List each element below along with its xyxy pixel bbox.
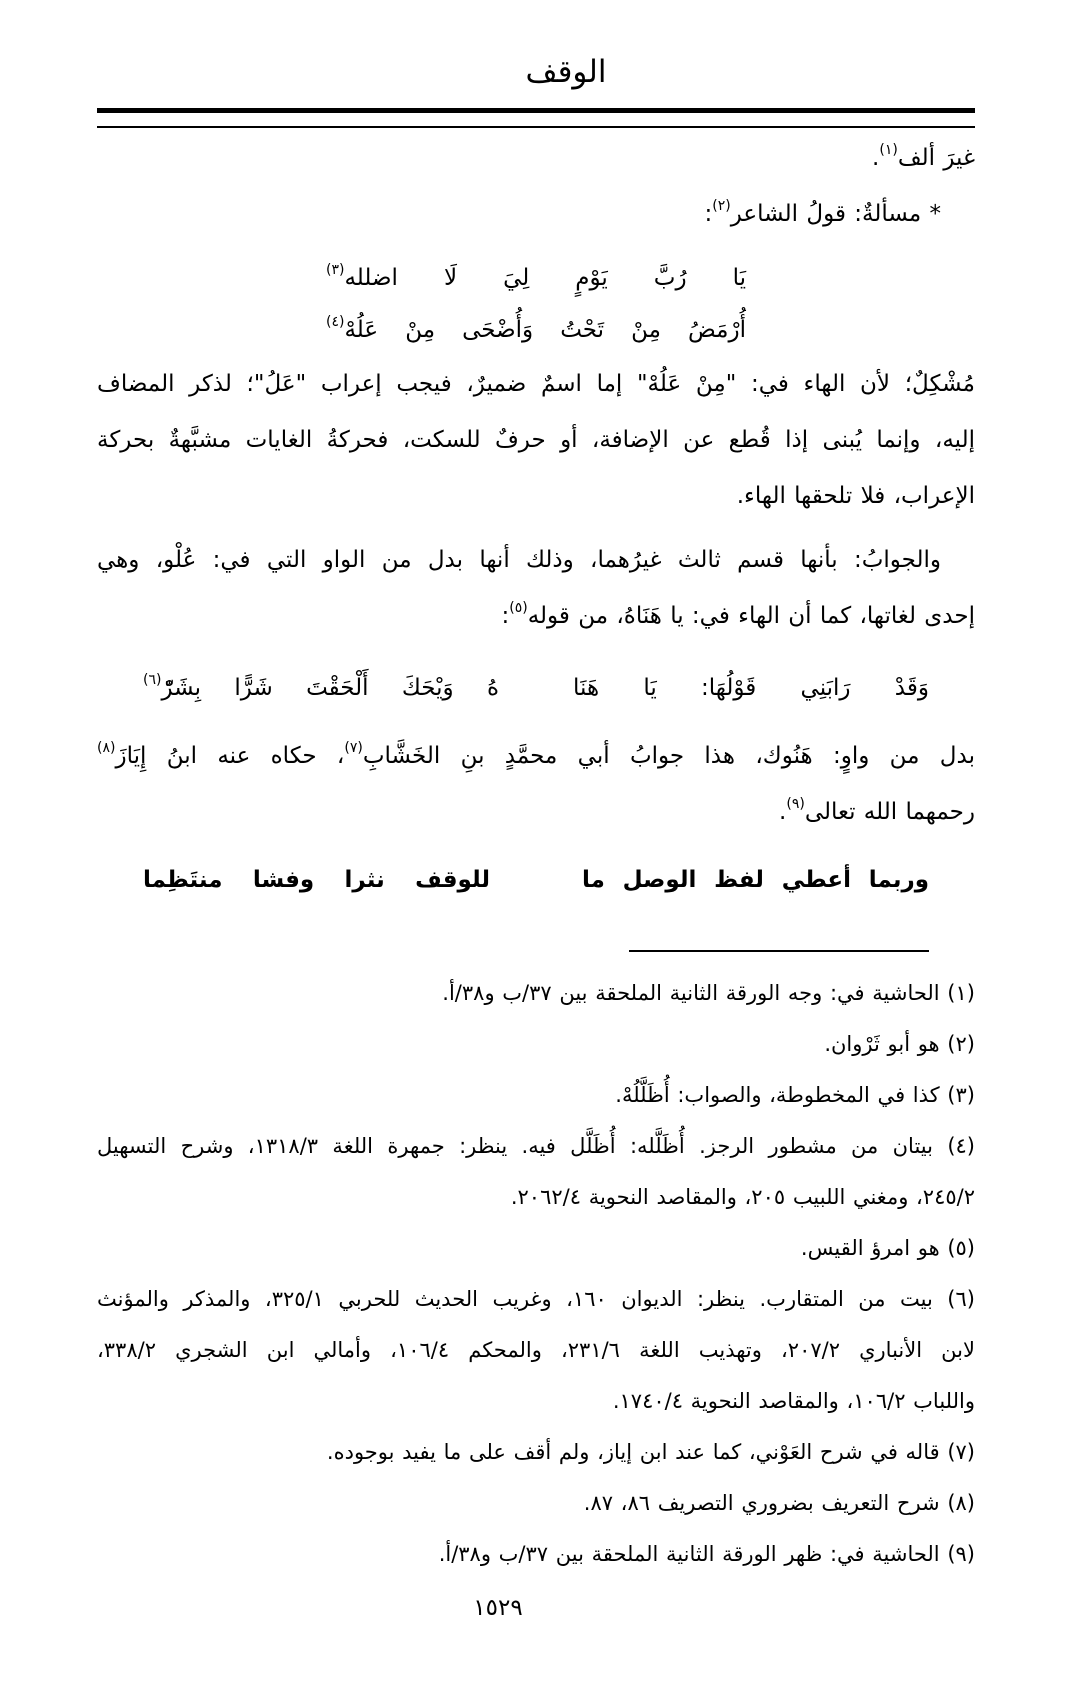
page-number: ١٥٢٩ — [473, 1595, 523, 1621]
verse-line-2: أُرْمَضُ مِنْ تَحْتُ وَأُضْحَى مِنْ عَلُهْ$^{(٤)}$ — [326, 314, 746, 343]
hemistich-left: هُ وَيْحَكَ أَلْحَقْتَ شَرًّا بِشَرّْ$^{(٦)}$ — [143, 672, 499, 701]
body-line: إليه، وإنما يُبنى إذا قُطع عن الإضافة، أو حرفٌ للسكت، فحركةُ الغايات مشبَّهةٌ بحركة — [97, 427, 975, 453]
footnote-line-7: (٧) قاله في شرح العَوْني، كما عند ابن إياز، ولم أقف على ما يفيد بوجوده. — [326, 1440, 975, 1464]
matn-bold-verse — [143, 852, 929, 908]
body-line: إحدى لغاتها، كما أن الهاء في: يا هَنَاهُ، من قوله$^{(٥)}$: — [501, 600, 975, 629]
body-line: مُشْكِلٌ؛ لأن الهاء في: "مِنْ عَلُهْ" إما اسمٌ ضميرٌ، فيجب إعراب "عَلُ"؛ لذكر المضاف — [97, 371, 975, 397]
chapter-header-title: الوقف — [525, 54, 607, 90]
mutaqarib-verse — [143, 660, 929, 716]
footnote-line-4-cont: ٢٤٥/٢، ومغني اللبيب ٢٠٥، والمقاصد النحوية ٢٠٦٢/٤. — [510, 1185, 975, 1209]
hemistich-gap — [490, 852, 582, 908]
footnote-separator — [629, 950, 929, 952]
footnote-line-3: (٣) كذا في المخطوطة، والصواب: أُظَلَّلُهْ. — [615, 1083, 975, 1107]
rajaz-couplet — [326, 252, 746, 356]
footnote-line-9: (٩) الحاشية في: ظهر الورقة الثانية الملحقة بين ٣٧/ب و٣٨/أ. — [438, 1542, 975, 1566]
footnote-line-1: (١) الحاشية في: وجه الورقة الثانية الملحقة بين ٣٧/ب و٣٨/أ. — [442, 981, 975, 1005]
hemistich-left: للوقف نثرا وفشا منتَظِما — [143, 867, 490, 893]
hemistich-right: وَقَدْ رَابَنِي قَوْلُهَا: يَا هَنَا — [573, 675, 929, 701]
footnote-line-2: (٢) هو أبو ثَرْوان. — [824, 1032, 975, 1056]
footnote-line-8: (٨) شرح التعريف بضروري التصريف ٨٦، ٨٧. — [583, 1491, 975, 1515]
footnote-line-6-cont: لابن الأنباري ٢٠٧/٢، وتهذيب اللغة ٢٣١/٦، والمحكم ١٠٦/٤، وأمالي ابن الشجري ٣٣٨/٢، — [97, 1338, 975, 1362]
hemistich-gap — [499, 660, 573, 716]
footnote-line-6-cont2: واللباب ١٠٦/٢، والمقاصد النحوية ١٧٤٠/٤. — [612, 1389, 975, 1413]
body-text — [97, 130, 975, 908]
body-line: رحمهما الله تعالى$^{(٩)}$. — [779, 796, 975, 825]
body-line: بدل من واوٍ: هَنُوك، هذا جوابُ أبي محمَّدٍ بنِ الخَشَّابِ$^{(٧)}$، حكاه عنه ابنُ إِيَازَ$^{(٨)}$ — [97, 740, 975, 769]
body-line: الإعراب، فلا تلحقها الهاء. — [736, 483, 975, 509]
hemistich-right: وربما أعطي لفظ الوصل ما — [582, 867, 929, 893]
footnote-line-4: (٤) بيتان من مشطور الرجز. أُظَلَّله: أُظَلَّل فيه. ينظر: جمهرة اللغة ١٣١٨/٣، وشرح التسهيل — [97, 1134, 975, 1158]
footnotes-section — [97, 968, 975, 1580]
body-line-answer: والجوابُ: بأنها قسم ثالث غيرُهما، وذلك أنها بدل من الواو التي في: عُلْو، وهي — [97, 547, 941, 573]
body-line-tail: غيرَ ألف$^{(١)}$. — [872, 142, 975, 171]
header-rule-thin — [97, 126, 975, 128]
footnote-line-6: (٦) بيت من المتقارب. ينظر: الديوان ١٦٠، وغريب الحديث للحربي ٣٢٥/١، والمذكر والمؤنث — [97, 1287, 975, 1311]
verse-line-1: يَا رُبَّ يَوْمٍ لِيَ لَا اضلله$^{(٣)}$ — [326, 262, 746, 291]
header-rule-thick — [97, 108, 975, 113]
body-line-masala: * مسألةٌ: قولُ الشاعر$^{(٢)}$: — [704, 198, 941, 227]
footnote-line-5: (٥) هو امرؤ القيس. — [800, 1236, 975, 1260]
